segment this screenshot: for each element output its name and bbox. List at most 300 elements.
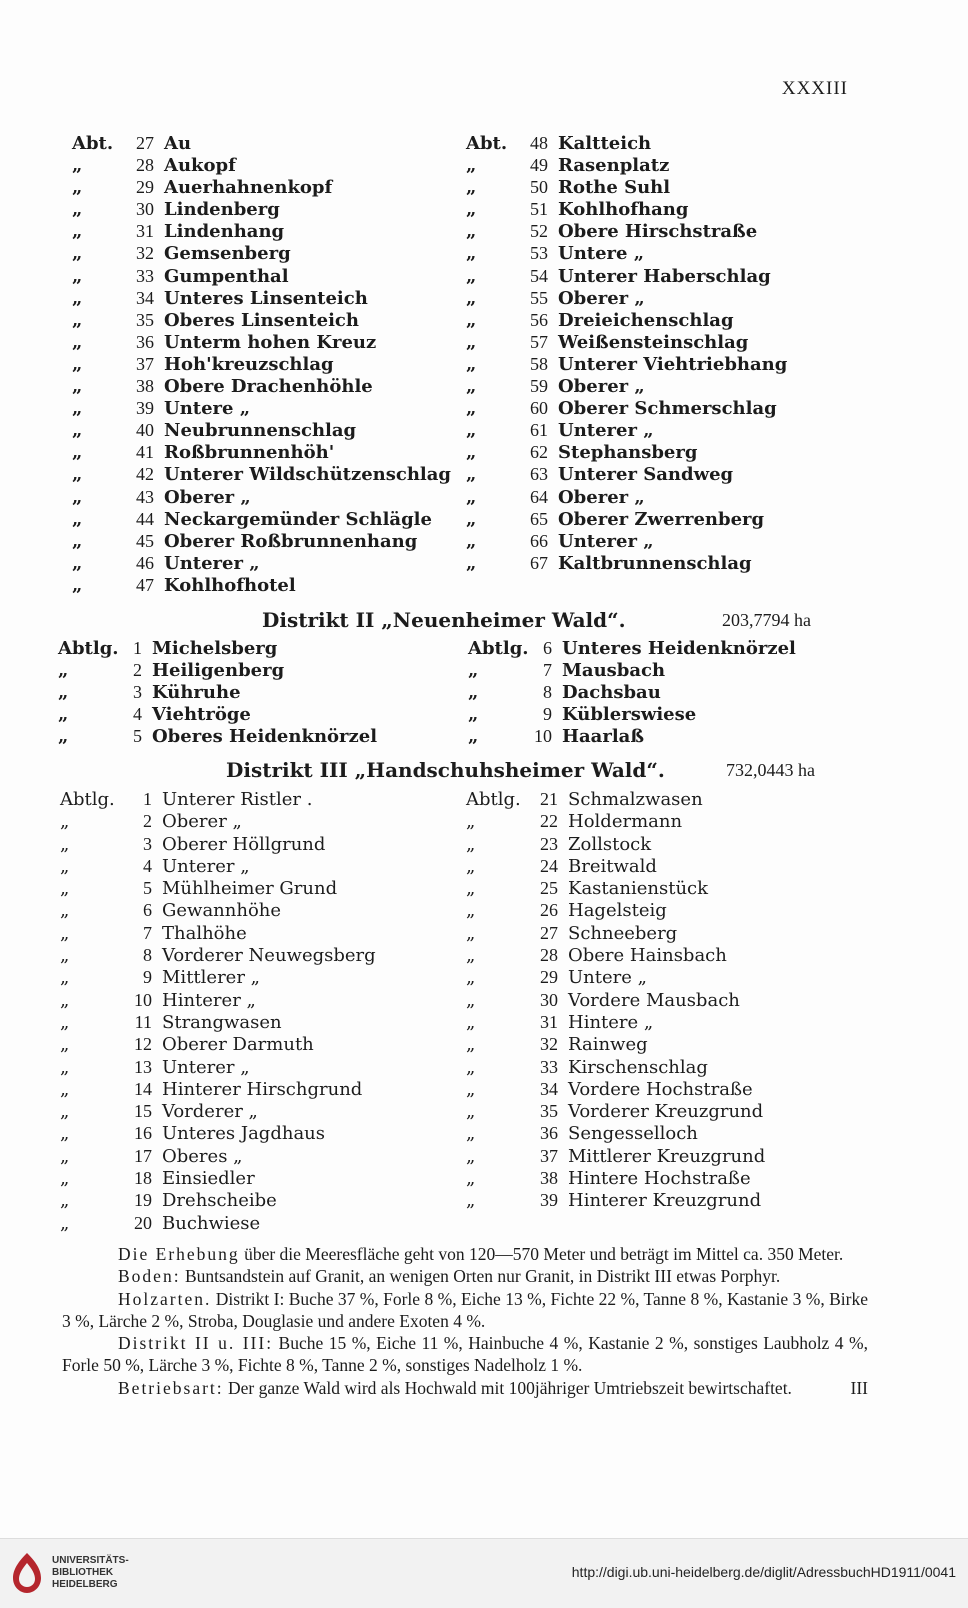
abteilung-number: 38 — [136, 376, 154, 397]
abteilung-number: 36 — [136, 331, 154, 352]
abteilung-name: Lindenhang — [164, 221, 285, 243]
list-item — [60, 899, 376, 921]
abteilung-name: Unterer „ — [164, 552, 260, 574]
abteilung-label: „ — [466, 486, 477, 508]
abteilung-label: „ — [72, 552, 83, 574]
abteilung-label: „ — [466, 811, 476, 833]
list-item — [72, 508, 451, 530]
abteilung-label: „ — [72, 420, 83, 442]
abteilung-number: 33 — [136, 265, 154, 286]
abteilung-name: Mittlerer „ — [162, 967, 260, 989]
trailing-mark: III — [850, 1377, 868, 1398]
list-item — [60, 944, 376, 966]
abteilung-name: Oberer Schmerschlag — [558, 398, 777, 420]
abteilung-name: Einsiedler — [162, 1168, 255, 1190]
abteilung-number: 23 — [540, 833, 558, 854]
label-elevation: Die Erhebung — [118, 1244, 240, 1264]
abteilung-label: „ — [466, 155, 477, 177]
abteilung-name: Oberer Roßbrunnenhang — [164, 530, 418, 552]
abteilung-name: Michelsberg — [152, 638, 278, 659]
abteilung-name: Kaltbrunnenschlag — [558, 552, 752, 574]
list-item — [468, 725, 796, 747]
abteilung-name: Oberer Höllgrund — [162, 833, 326, 855]
abteilung-label: Abtlg. — [468, 638, 529, 659]
text-elevation: über die Meeresfläche geht von 120—570 Meter und beträgt im Mittel ca. 350 Meter. — [239, 1244, 844, 1264]
label-tree-species: Holzarten. — [118, 1288, 212, 1309]
abteilung-name: Hintere Hochstraße — [568, 1168, 751, 1190]
abteilung-number: 15 — [134, 1101, 152, 1122]
abteilung-number: 19 — [134, 1190, 152, 1211]
abteilung-number: 44 — [136, 508, 154, 529]
abteilung-number: 61 — [530, 420, 548, 441]
abteilung-label: „ — [60, 1168, 70, 1190]
abteilung-label: „ — [466, 287, 477, 309]
list-item — [60, 1122, 376, 1144]
abteilung-label: „ — [466, 420, 477, 442]
abteilung-label: „ — [58, 660, 69, 681]
abteilung-name: Rasenplatz — [558, 155, 670, 177]
abteilung-name: Schmalzwasen — [568, 789, 703, 810]
list-item — [466, 242, 787, 264]
district2-area: 203,7794 ha — [722, 610, 811, 630]
abteilung-name: Untere „ — [558, 243, 645, 265]
abteilung-name: Hinterer Hirschgrund — [162, 1078, 363, 1100]
district3-left-column — [60, 788, 376, 1234]
list-item — [72, 441, 451, 463]
abteilung-number: 52 — [530, 221, 548, 242]
abteilung-number: 39 — [540, 1190, 558, 1211]
footer-bar — [0, 1538, 968, 1608]
abteilung-name: Rainweg — [568, 1034, 648, 1056]
list-item — [466, 1122, 765, 1144]
abteilung-name: Oberer Darmuth — [162, 1034, 314, 1056]
label-district-2-3: Distrikt II u. III: — [118, 1333, 274, 1354]
list-item — [466, 1056, 765, 1078]
district2-title: Distrikt II „Neuenheimer Wald“. — [262, 608, 626, 632]
abteilung-name: Oberer „ — [164, 486, 251, 508]
abteilung-number: 16 — [134, 1123, 152, 1144]
abteilung-number: 35 — [136, 309, 154, 330]
abteilung-label: „ — [466, 833, 476, 855]
label-soil: Boden: — [118, 1266, 181, 1287]
abteilung-number: 28 — [136, 155, 154, 176]
abteilung-name: Unterm hohen Kreuz — [164, 331, 377, 353]
abteilung-name: Gumpenthal — [164, 265, 289, 287]
library-name — [52, 1555, 129, 1591]
abteilung-label: „ — [72, 353, 83, 375]
abteilung-label: „ — [466, 878, 476, 900]
abteilung-name: Hinterer „ — [162, 989, 256, 1011]
list-item — [466, 508, 787, 530]
abteilung-label: „ — [466, 1056, 476, 1078]
abteilung-name: Vorderer Kreuzgrund — [568, 1101, 764, 1123]
abteilung-label: „ — [72, 265, 83, 287]
abteilung-number: 40 — [136, 420, 154, 441]
abteilung-number: 10 — [134, 989, 152, 1010]
abteilung-label: „ — [72, 287, 83, 309]
abteilung-label: „ — [468, 682, 479, 703]
abteilung-label: „ — [468, 704, 479, 725]
abteilung-number: 47 — [136, 574, 154, 595]
list-item — [72, 530, 451, 552]
abteilung-label: „ — [72, 508, 83, 530]
abteilung-number: 20 — [134, 1212, 152, 1233]
abteilung-name: Kohlhofhotel — [164, 574, 296, 596]
abteilung-number: 5 — [143, 878, 152, 899]
source-url-link[interactable]: http://digi.ub.uni-heidelberg.de/diglit/AdressbuchHD1911/0041 — [571, 1564, 956, 1580]
abteilung-label: „ — [72, 376, 83, 398]
abteilung-number: 53 — [530, 243, 548, 264]
abteilung-name: Heiligenberg — [152, 660, 285, 681]
list-item — [72, 419, 451, 441]
abteilung-name: Vorderer Neuwegsberg — [162, 945, 376, 967]
abteilung-label: „ — [466, 1101, 476, 1123]
abteilung-label: „ — [72, 221, 83, 243]
abteilung-label: „ — [72, 177, 83, 199]
abteilung-number: 14 — [134, 1078, 152, 1099]
list-item — [466, 154, 787, 176]
abteilung-number: 2 — [143, 811, 152, 832]
abteilung-label: „ — [72, 155, 83, 177]
library-name-line2: BIBLIOTHEK — [52, 1567, 114, 1578]
abteilung-name: Obere Drachenhöhle — [164, 376, 373, 398]
abteilung-name: Kohlhofhang — [558, 199, 689, 221]
list-item — [60, 877, 376, 899]
abteilung-name: Haarlaß — [562, 726, 644, 747]
list-item — [466, 1167, 765, 1189]
abteilung-label: Abt. — [466, 133, 508, 154]
abteilung-number: 46 — [136, 552, 154, 573]
abteilung-number: 34 — [540, 1078, 558, 1099]
abteilung-name: Stephansberg — [558, 442, 698, 464]
abteilung-name: Breitwald — [568, 855, 657, 877]
list-item — [60, 1100, 376, 1122]
abteilung-number: 30 — [136, 199, 154, 220]
abteilung-label: „ — [466, 309, 477, 331]
abteilung-label: „ — [60, 811, 70, 833]
abteilung-number: 51 — [530, 199, 548, 220]
abteilung-label: Abtlg. — [58, 638, 119, 659]
list-item — [60, 1145, 376, 1167]
abteilung-number: 11 — [134, 1011, 152, 1032]
abteilung-name: Unterer Ristler . — [162, 789, 313, 810]
abteilung-label: „ — [466, 265, 477, 287]
abteilung-name: Buchwiese — [162, 1212, 261, 1234]
abteilung-label: „ — [58, 726, 69, 747]
abteilung-name: Oberer Zwerrenberg — [558, 508, 765, 530]
list-item — [466, 419, 787, 441]
abteilung-number: 29 — [136, 177, 154, 198]
abteilung-number: 67 — [530, 552, 548, 573]
list-item — [466, 810, 765, 832]
abteilung-number: 7 — [143, 922, 152, 943]
abteilung-label: „ — [60, 1212, 70, 1234]
list-item — [58, 681, 377, 703]
district2-right-column — [468, 637, 796, 747]
abteilung-number: 17 — [134, 1145, 152, 1166]
list-item — [466, 877, 765, 899]
abteilung-label: „ — [60, 1078, 70, 1100]
abteilung-label: „ — [72, 574, 83, 596]
list-item — [466, 132, 787, 154]
abteilung-name: Zollstock — [568, 833, 652, 855]
abteilung-label: „ — [60, 1011, 70, 1033]
abteilung-number: 21 — [540, 789, 558, 809]
list-item — [72, 397, 451, 419]
list-item — [72, 220, 451, 242]
abteilung-name: Vorderer „ — [162, 1101, 258, 1123]
abteilung-number: 10 — [534, 726, 552, 746]
abteilung-name: Vordere Hochstraße — [568, 1078, 753, 1100]
abteilung-name: Oberer „ — [558, 376, 645, 398]
list-item — [72, 198, 451, 220]
abteilung-number: 65 — [530, 508, 548, 529]
list-item — [72, 265, 451, 287]
abteilung-name: Gewannhöhe — [162, 900, 282, 922]
list-item — [60, 1033, 376, 1055]
abteilung-number: 49 — [530, 155, 548, 176]
abteilung-number: 27 — [540, 922, 558, 943]
list-item — [466, 220, 787, 242]
list-item — [60, 1167, 376, 1189]
list-item — [72, 309, 451, 331]
abteilung-label: „ — [466, 199, 477, 221]
abteilung-label: „ — [466, 1034, 476, 1056]
list-item — [72, 463, 451, 485]
label-management: Betriebsart: — [118, 1377, 224, 1398]
list-item — [466, 989, 765, 1011]
abteilung-name: Au — [164, 133, 192, 154]
abteilung-name: Sengesselloch — [568, 1123, 698, 1145]
abteilung-name: Unterer „ — [162, 855, 250, 877]
list-item — [466, 441, 787, 463]
abteilung-name: Hoh'kreuzschlag — [164, 353, 334, 375]
abteilung-name: Strangwasen — [162, 1011, 282, 1033]
district1-right-column — [466, 132, 787, 574]
abteilung-number: 3 — [143, 833, 152, 854]
library-name-line3: HEIDELBERG — [52, 1579, 118, 1590]
abteilung-name: Kaltteich — [558, 133, 652, 154]
text-soil: Buntsandstein auf Granit, an wenigen Orten nur Granit, in Distrikt III etwas Porphyr. — [180, 1266, 781, 1287]
abteilung-label: „ — [58, 682, 69, 703]
abteilung-label: „ — [466, 442, 477, 464]
list-item — [60, 1011, 376, 1033]
abteilung-number: 9 — [543, 704, 552, 724]
abteilung-name: Neckargemünder Schlägle — [164, 508, 432, 530]
list-item — [72, 574, 451, 596]
page-number: XXXIII — [781, 78, 848, 99]
list-item — [466, 397, 787, 419]
abteilung-name: Mühlheimer Grund — [162, 878, 338, 900]
abteilung-number: 31 — [540, 1011, 558, 1032]
abteilung-label: „ — [60, 1034, 70, 1056]
list-item — [466, 176, 787, 198]
abteilung-name: Oberer „ — [162, 811, 242, 833]
abteilung-label: „ — [72, 398, 83, 420]
abteilung-label: „ — [466, 1190, 476, 1212]
abteilung-label: „ — [60, 989, 70, 1011]
district3-area: 732,0443 ha — [726, 760, 815, 780]
list-item — [466, 1011, 765, 1033]
abteilung-label: „ — [72, 486, 83, 508]
abteilung-label: „ — [466, 989, 476, 1011]
paragraph-elevation — [62, 1243, 868, 1265]
abteilung-label: „ — [72, 464, 83, 486]
abteilung-label: „ — [58, 704, 69, 725]
abteilung-label: „ — [72, 530, 83, 552]
abteilung-label: „ — [466, 530, 477, 552]
abteilung-number: 62 — [530, 442, 548, 463]
list-item — [72, 375, 451, 397]
list-item — [466, 486, 787, 508]
abteilung-name: Rothe Suhl — [558, 177, 671, 199]
district3-right-column — [466, 788, 765, 1212]
abteilung-name: Mausbach — [562, 660, 666, 681]
list-item — [72, 154, 451, 176]
list-item — [72, 331, 451, 353]
abteilung-number: 28 — [540, 945, 558, 966]
abteilung-name: Roßbrunnenhöh' — [164, 442, 335, 464]
abteilung-number: 63 — [530, 464, 548, 485]
abteilung-name: Oberes „ — [162, 1145, 243, 1167]
abteilung-label: „ — [60, 1123, 70, 1145]
abteilung-number: 32 — [136, 243, 154, 264]
abteilung-number: 37 — [540, 1145, 558, 1166]
list-item — [58, 703, 377, 725]
abteilung-number: 48 — [530, 133, 548, 153]
paragraph-management — [62, 1377, 868, 1399]
abteilung-label: „ — [72, 442, 83, 464]
paragraph-soil — [62, 1265, 868, 1287]
list-item — [60, 989, 376, 1011]
abteilung-label: „ — [468, 726, 479, 747]
paragraph-tree-species — [62, 1288, 868, 1333]
abteilung-number: 35 — [540, 1101, 558, 1122]
list-item — [60, 810, 376, 832]
abteilung-number: 9 — [143, 967, 152, 988]
list-item — [60, 1078, 376, 1100]
abteilung-number: 57 — [530, 331, 548, 352]
abteilung-number: 58 — [530, 353, 548, 374]
abteilung-number: 24 — [540, 855, 558, 876]
abteilung-label: „ — [466, 508, 477, 530]
list-item — [466, 1033, 765, 1055]
abteilung-number: 7 — [543, 660, 552, 680]
abteilung-number: 41 — [136, 442, 154, 463]
district2-left-column — [58, 637, 377, 747]
abteilung-name: Aukopf — [164, 155, 236, 177]
abteilung-number: 29 — [540, 967, 558, 988]
abteilung-name: Unterer Haberschlag — [558, 265, 771, 287]
abteilung-name: Dachsbau — [562, 682, 661, 703]
abteilung-label: „ — [466, 331, 477, 353]
abteilung-label: „ — [466, 243, 477, 265]
abteilung-number: 3 — [133, 682, 142, 702]
abteilung-number: 4 — [143, 855, 152, 876]
abteilung-label: „ — [466, 900, 476, 922]
abteilung-number: 30 — [540, 989, 558, 1010]
abteilung-label: „ — [72, 331, 83, 353]
abteilung-number: 6 — [543, 638, 552, 658]
abteilung-number: 22 — [540, 811, 558, 832]
abteilung-label: „ — [468, 660, 479, 681]
abteilung-number: 26 — [540, 900, 558, 921]
list-item — [58, 725, 377, 747]
abteilung-number: 38 — [540, 1168, 558, 1189]
district1-left-column — [72, 132, 451, 596]
abteilung-label: „ — [466, 1078, 476, 1100]
abteilung-name: Obere Hirschstraße — [558, 221, 758, 243]
abteilung-number: 50 — [530, 177, 548, 198]
list-item — [466, 899, 765, 921]
abteilung-label: „ — [466, 945, 476, 967]
abteilung-number: 8 — [143, 945, 152, 966]
list-item — [60, 1212, 376, 1234]
abteilung-label: „ — [60, 1056, 70, 1078]
abteilung-number: 25 — [540, 878, 558, 899]
abteilung-name: Gemsenberg — [164, 243, 291, 265]
abteilung-name: Unteres Linsenteich — [164, 287, 368, 309]
list-item — [466, 944, 765, 966]
abteilung-name: Oberer „ — [558, 486, 645, 508]
abteilung-number: 1 — [143, 789, 152, 809]
abteilung-number: 64 — [530, 486, 548, 507]
abteilung-name: Unterer „ — [558, 420, 654, 442]
list-item — [466, 966, 765, 988]
abteilung-label: „ — [60, 900, 70, 922]
abteilung-name: Schneeberg — [568, 922, 678, 944]
abteilung-number: 8 — [543, 682, 552, 702]
abteilung-name: Unterer Sandweg — [558, 464, 734, 486]
list-item — [72, 353, 451, 375]
abteilung-number: 12 — [134, 1034, 152, 1055]
abteilung-number: 56 — [530, 309, 548, 330]
abteilung-label: „ — [60, 945, 70, 967]
abteilung-name: Untere „ — [164, 398, 251, 420]
list-item — [72, 486, 451, 508]
list-item — [466, 552, 787, 574]
list-item — [466, 1078, 765, 1100]
abteilung-label: „ — [466, 464, 477, 486]
list-item — [468, 681, 796, 703]
abteilung-name: Dreieichenschlag — [558, 309, 734, 331]
abteilung-number: 4 — [133, 704, 142, 724]
abteilung-name: Oberes Heidenknörzel — [152, 726, 378, 747]
list-item — [466, 309, 787, 331]
abteilung-label: „ — [60, 967, 70, 989]
list-item — [466, 922, 765, 944]
list-item — [466, 265, 787, 287]
list-item — [72, 176, 451, 198]
list-item — [60, 966, 376, 988]
abteilung-name: Hinterer Kreuzgrund — [568, 1190, 762, 1212]
abteilung-label: „ — [466, 177, 477, 199]
abteilung-number: 43 — [136, 486, 154, 507]
abteilung-name: Oberer „ — [558, 287, 645, 309]
list-item — [58, 659, 377, 681]
list-item — [60, 855, 376, 877]
abteilung-label: „ — [72, 199, 83, 221]
abteilung-number: 55 — [530, 287, 548, 308]
abteilung-label: „ — [466, 855, 476, 877]
abteilung-name: Obere Hainsbach — [568, 945, 727, 967]
abteilung-number: 31 — [136, 221, 154, 242]
abteilung-label: Abtlg. — [466, 789, 521, 810]
abteilung-number: 6 — [143, 900, 152, 921]
list-item — [466, 375, 787, 397]
list-item — [466, 1100, 765, 1122]
abteilung-name: Mittlerer Kreuzgrund — [568, 1145, 766, 1167]
